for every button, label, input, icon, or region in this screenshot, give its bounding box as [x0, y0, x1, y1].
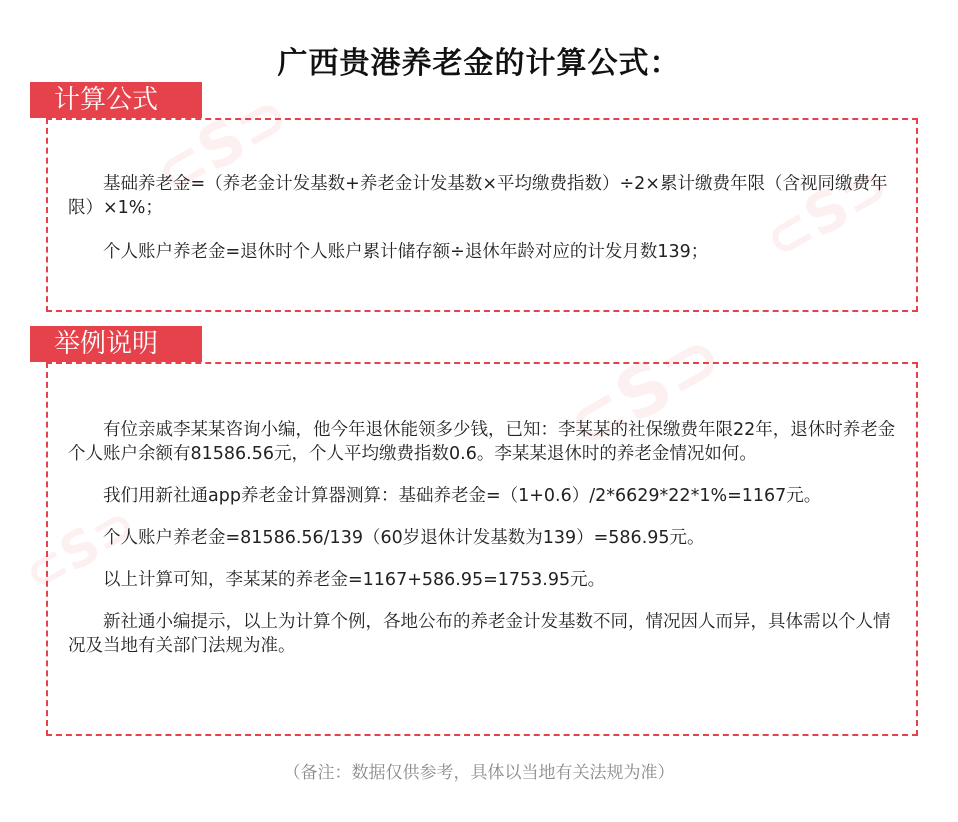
footnote: （备注：数据仅供参考，具体以当地有关法规为准）	[283, 763, 675, 783]
watermark-logo: ⊂S⊃	[752, 150, 902, 275]
section-box-formula	[46, 118, 918, 312]
watermark-logo: ⊂S⊃	[13, 493, 147, 605]
section-box-example	[46, 362, 918, 736]
section-tag-formula: 计算公式	[30, 82, 202, 118]
watermark-logo: ⊂S⊃	[550, 313, 737, 469]
example-paragraph: 以上计算可知，李某某的养老金=1167+586.95=1753.95元。	[103, 570, 606, 590]
formula-paragraph: 个人账户养老金=退休时个人账户累计储存额÷退休年龄对应的计发月数139；	[103, 242, 709, 262]
example-paragraph: 新社通小编提示，以上为计算个例，各地公布的养老金计发基数不同，情况因人而异，具体需以个人情况及当地有关部门法规为准。	[68, 612, 891, 656]
example-paragraph: 我们用新社通app养老金计算器测算：基础养老金=（1+0.6）/2*6629*22*1%=1167元。	[103, 486, 822, 506]
watermark-logo: ⊂S⊃	[142, 78, 302, 212]
section-tag-example: 举例说明	[30, 326, 202, 362]
page-title: 广西贵港养老金的计算公式：	[277, 46, 681, 82]
formula-paragraph: 基础养老金=（养老金计发基数+养老金计发基数×平均缴费指数）÷2×累计缴费年限（含视同缴费年限）×1%；	[68, 174, 888, 218]
example-paragraph: 个人账户养老金=81586.56/139（60岁退休计发基数为139）=586.95元。	[103, 528, 705, 548]
example-paragraph: 有位亲戚李某某咨询小编，他今年退休能领多少钱，已知：李某某的社保缴费年限22年，退休时养老金个人账户余额有81586.56元，个人平均缴费指数0.6。李某某退休时的养老金情况如何。	[68, 420, 896, 464]
